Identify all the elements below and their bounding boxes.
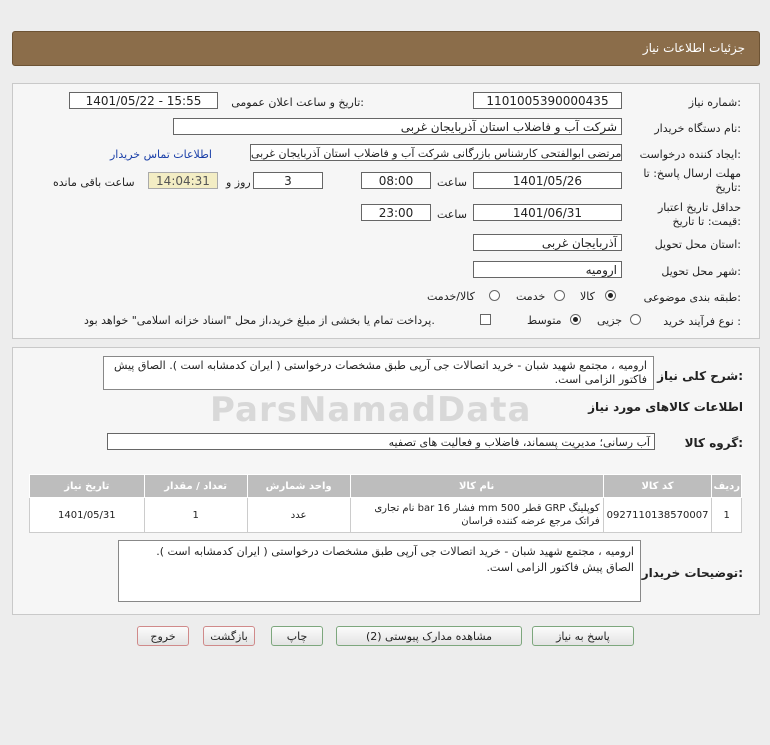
treasury-payment-note: پرداخت تمام یا بخشی از مبلغ خرید،از محل "اسناد خزانه اسلامی" خواهد بود.	[84, 314, 435, 327]
col-code: کد کالا	[603, 475, 712, 498]
need-number-label: شماره نیاز:	[688, 96, 741, 109]
category-option-service: خدمت	[516, 290, 546, 303]
attachments-button[interactable]: مشاهده مدارک پیوستی (2)	[336, 626, 522, 646]
goods-group-field: آب رسانی؛ مدیریت پسماند، فاضلاب و فعالیت های تصفیه	[107, 433, 655, 450]
process-option-medium: متوسط	[527, 314, 562, 327]
buyer-org-label: نام دستگاه خریدار:	[654, 122, 741, 135]
description-label: شرح کلی نیاز:	[657, 369, 743, 383]
purchase-process-label: نوع فرآیند خرید :	[663, 315, 741, 328]
watermark-text: ParsNamadData	[210, 390, 532, 430]
announce-datetime-label: تاریخ و ساعت اعلان عمومی:	[231, 96, 364, 109]
deadline-date-field: 1401/05/26	[473, 172, 622, 189]
cell-qty: 1	[144, 498, 247, 533]
table-row	[30, 498, 742, 533]
col-qty: تعداد / مقدار	[144, 475, 247, 498]
category-label: طبقه بندی موضوعی:	[643, 291, 741, 304]
print-button[interactable]: چاپ	[271, 626, 323, 646]
validity-label-line2: قیمت: تا تاریخ:	[672, 215, 741, 228]
delivery-city-label: شهر محل تحویل:	[661, 265, 741, 278]
col-name: نام کالا	[350, 475, 603, 498]
process-radio-medium[interactable]	[570, 314, 581, 325]
cell-code: 0927110138570007	[603, 498, 712, 533]
cell-date: 1401/05/31	[30, 498, 145, 533]
validity-time-label: ساعت	[437, 208, 467, 221]
deadline-label-line2: تاریخ:	[715, 181, 741, 194]
remaining-time-label: ساعت باقی مانده	[53, 176, 135, 189]
validity-date-field: 1401/06/31	[473, 204, 622, 221]
deadline-days-label: روز و	[226, 176, 251, 189]
buyer-contact-link[interactable]: اطلاعات تماس خریدار	[110, 148, 212, 161]
goods-group-label: گروه کالا:	[684, 436, 743, 450]
validity-label-line1: حداقل تاریخ اعتبار	[657, 201, 741, 214]
requester-field: مرتضی ابوالفتحی کارشناس بازرگانی شرکت آب و فاضلاب استان آذربایجان غربی	[250, 144, 622, 161]
col-unit: واحد شمارش	[247, 475, 350, 498]
col-date: تاریخ نیاز	[30, 475, 145, 498]
cell-row: 1	[712, 498, 742, 533]
delivery-province-label: استان محل تحویل:	[654, 238, 741, 251]
treasury-payment-checkbox[interactable]	[480, 314, 491, 325]
announce-datetime-field: 1401/05/22 - 15:55	[69, 92, 218, 109]
remaining-time-field: 14:04:31	[148, 172, 218, 189]
category-option-goods-service: کالا/خدمت	[427, 290, 475, 303]
goods-table	[29, 474, 742, 533]
buyer-org-field: شرکت آب و فاضلاب استان آذربایجان غربی	[173, 118, 622, 135]
exit-button[interactable]: خروج	[137, 626, 189, 646]
category-option-goods: کالا	[580, 290, 595, 303]
delivery-province-field: آذربایجان غربی	[473, 234, 622, 251]
back-button[interactable]: بازگشت	[203, 626, 255, 646]
page-header	[12, 31, 760, 66]
category-radio-goods[interactable]	[605, 290, 616, 301]
page-title: جزئیات اطلاعات نیاز	[642, 41, 745, 55]
deadline-days-field: 3	[253, 172, 323, 189]
validity-time-field: 23:00	[361, 204, 431, 221]
cell-unit: عدد	[247, 498, 350, 533]
buyer-notes-box: ارومیه ، مجتمع شهید شبان - خرید اتصالات جی آرپی طبق مشخصات درخواستی ( ایران کدمشابه است ). الصاق پیش فاکتور الزامی است.	[118, 540, 641, 602]
process-option-minor: جزیی	[597, 314, 623, 327]
delivery-city-field: ارومیه	[473, 261, 622, 278]
deadline-time-label: ساعت	[437, 176, 467, 189]
goods-info-title: اطلاعات کالاهای مورد نیاز	[588, 400, 743, 414]
category-radio-service[interactable]	[554, 290, 565, 301]
buyer-notes-label: توضیحات خریدار:	[641, 566, 743, 580]
process-radio-minor[interactable]	[630, 314, 641, 325]
cell-name: کوپلینگ GRP قطر 500 mm فشار 16 bar نام تجاری فراتک مرجع عرضه کننده فراسان	[350, 498, 603, 533]
reply-button[interactable]: پاسخ به نیاز	[532, 626, 634, 646]
col-row: ردیف	[712, 475, 742, 498]
need-number-field: 1101005390000435	[473, 92, 622, 109]
deadline-label-line1: مهلت ارسال پاسخ: تا	[643, 167, 741, 180]
requester-label: ایجاد کننده درخواست:	[639, 148, 741, 161]
category-radio-goods-service[interactable]	[489, 290, 500, 301]
description-box: ارومیه ، مجتمع شهید شبان - خرید اتصالات جی آرپی طبق مشخصات درخواستی ( ایران کدمشابه است ). الصاق پیش فاکتور الزامی است.	[103, 356, 654, 390]
deadline-time-field: 08:00	[361, 172, 431, 189]
